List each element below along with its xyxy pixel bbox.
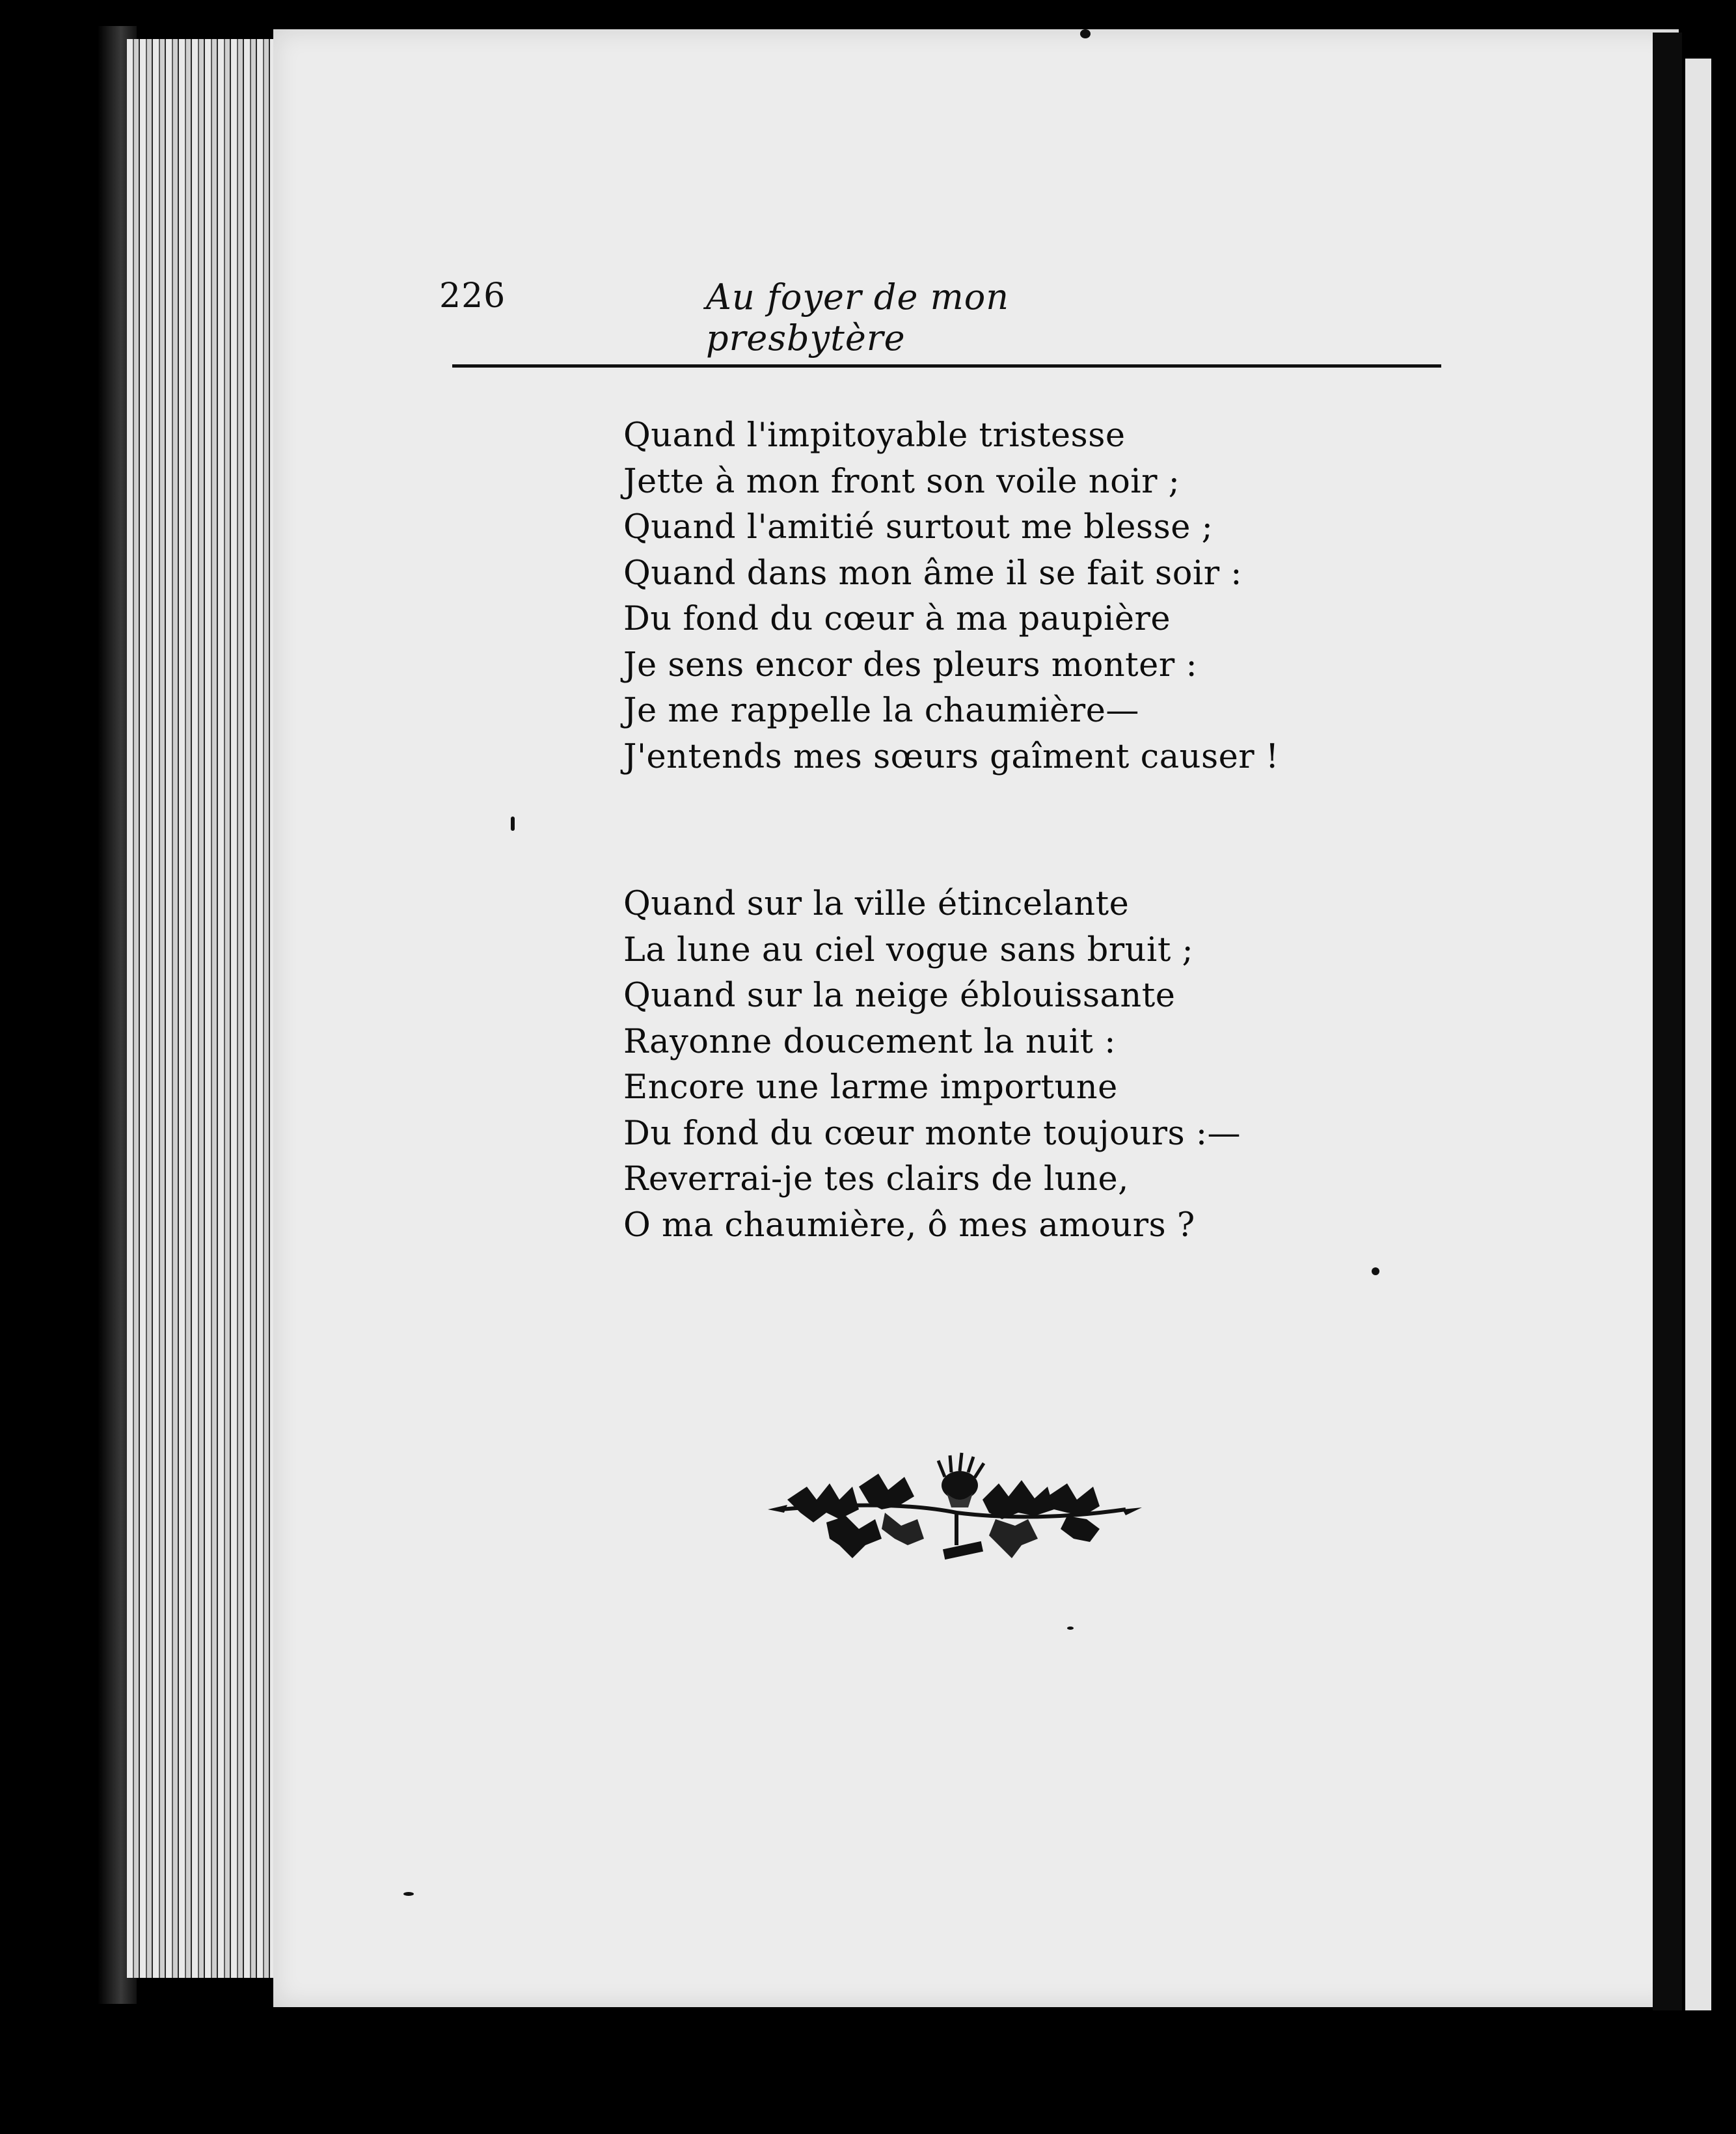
verse-line: Quand l'amitié surtout me blesse ; bbox=[623, 508, 1214, 547]
page-edges bbox=[127, 39, 283, 1978]
verse-line: Quand dans mon âme il se fait soir : bbox=[623, 554, 1242, 593]
verse-line: Je sens encor des pleurs monter : bbox=[623, 645, 1198, 684]
scan-speck bbox=[1372, 1267, 1379, 1275]
verse-line: Quand l'impitoyable tristesse bbox=[623, 416, 1126, 455]
stanza-2 bbox=[623, 882, 1241, 1249]
verse-line: Encore une larme importune bbox=[623, 1068, 1118, 1107]
page-number: 226 bbox=[439, 277, 506, 316]
verse-line: O ma chaumière, ô mes amours ? bbox=[623, 1206, 1195, 1245]
verse-line: Reverrai-je tes clairs de lune, bbox=[623, 1160, 1129, 1198]
right-gutter bbox=[1653, 33, 1682, 2010]
next-page-edge bbox=[1685, 59, 1711, 2010]
verse-line: Jette à mon front son voile noir ; bbox=[623, 462, 1180, 501]
thistle-holly-ornament-icon bbox=[761, 1448, 1145, 1568]
verse-line: Quand sur la ville étincelante bbox=[623, 885, 1130, 923]
verse-line: Je me rappelle la chaumière— bbox=[623, 692, 1139, 730]
scan-speck bbox=[403, 1892, 414, 1896]
header-rule bbox=[452, 364, 1441, 368]
verse-line: J'entends mes sœurs gaîment causer ! bbox=[623, 737, 1279, 776]
verse-line: Du fond du cœur monte toujours :— bbox=[623, 1114, 1241, 1153]
verse-line: La lune au ciel vogue sans bruit ; bbox=[623, 930, 1194, 969]
verse-line: Rayonne doucement la nuit : bbox=[623, 1022, 1116, 1061]
running-head bbox=[439, 277, 1174, 358]
scan-speck bbox=[511, 817, 515, 831]
scan-speck bbox=[1080, 29, 1091, 38]
verse-line: Du fond du cœur à ma paupière bbox=[623, 600, 1171, 638]
running-title: Au foyer de mon presbytère bbox=[706, 277, 1010, 358]
scan-speck bbox=[1067, 1627, 1074, 1630]
verse-line: Quand sur la neige éblouissante bbox=[623, 977, 1176, 1015]
stanza-1 bbox=[623, 413, 1279, 780]
